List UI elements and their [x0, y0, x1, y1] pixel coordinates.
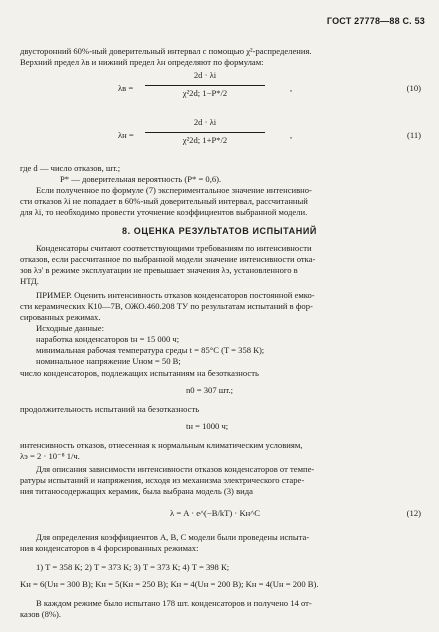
text-line: Если полученное по формуле (7) экспериментальное значение интенсивно- — [36, 185, 312, 195]
text-line: сти отказов λi не попадает в 60%-ный доверительный интервал, рассчитанный — [20, 196, 308, 206]
section-heading: 8. ОЦЕНКА РЕЗУЛЬТАТОВ ИСПЫТАНИЙ — [122, 226, 317, 236]
text-line: минимальная рабочая температура среды t = 85°С (T = 358 К); — [36, 345, 265, 355]
text-line: λэ = 2 · 10⁻⁸ 1/ч. — [20, 451, 80, 461]
text-line: Верхний предел λв и нижний предел λн определяют по формулам: — [20, 57, 264, 67]
text-line: Конденсаторы считают соответствующими требованиям по интенсивности — [36, 243, 312, 253]
formula-11-denominator: χ²2d; 1+P*/2 — [182, 135, 228, 145]
text-line: НТД. — [20, 276, 39, 286]
text-line: для λi, то необходимо провести уточнение коэффициентов выбранной модели. — [20, 207, 308, 217]
text-line: n0 = 307 шт.; — [186, 385, 234, 395]
text-line: номинальное напряжение Uном = 50 В; — [36, 356, 181, 366]
text-line: интенсивность отказов, отнесенная к нормальным климатическим условиям, — [20, 440, 303, 450]
text-line: продолжительность испытаний на безотказность — [20, 404, 200, 414]
text-line: зов λэ' в режиме эксплуатации не превышает значения λэ, установленного в — [20, 265, 298, 275]
formula-10-denominator: χ²2d; 1−P*/2 — [182, 88, 228, 98]
formula-12: λ = A · e^(−B/kT) · Kн^C — [170, 508, 261, 518]
text-line: ния конденсаторов в 4 форсированных режимах: — [20, 543, 199, 553]
formula-10-numerator: 2d · λi — [193, 70, 217, 80]
formula-10-lhs: λв = — [118, 83, 134, 93]
text-line: Исходные данные: — [36, 323, 104, 333]
text-line: число конденсаторов, подлежащих испытаниям на безотказность — [20, 368, 259, 378]
text-line: Kн = 6(Uн = 300 В); Kн = 5(Kн = 250 В); Kн = 4(Uн = 200 В); Kн = 4(Uн = 200 В). — [20, 579, 319, 589]
text-line: двусторонний 60%-ный доверительный интервал с помощью χ²-распределения. — [20, 46, 312, 56]
formula-10-comma: , — [290, 83, 293, 93]
text-line: 1) T = 358 К; 2) T = 373 К; 3) T = 373 К; 4) T = 398 К; — [36, 562, 230, 572]
equation-number-11: (11) — [407, 130, 421, 140]
text-line: Для описания зависимости интенсивности отказов конденсаторов от темпе- — [36, 464, 315, 474]
text-line: сти керамических К10—7В, ОЖО.460.208 ТУ по результатам испытаний в фор- — [20, 301, 313, 311]
text-line: сированных режимах. — [20, 312, 101, 322]
page-header: ГОСТ 27778—88 С. 53 — [326, 16, 425, 26]
text-line: где d — число отказов, шт.; — [20, 163, 121, 173]
text-line: Для определения коэффициентов A, B, C модели были проведены испыта- — [36, 532, 310, 542]
formula-11-comma: , — [290, 130, 293, 140]
formula-11-numerator: 2d · λi — [193, 117, 217, 127]
text-line: ния титаносодержащих керамик, была выбрана модель (3) вида — [20, 486, 253, 496]
text-line: казов (8%). — [20, 609, 62, 619]
formula-10-fraction-bar — [145, 85, 265, 86]
formula-11-lhs: λн = — [118, 130, 134, 140]
text-line: В каждом режиме было испытано 178 шт. конденсаторов и получено 14 от- — [36, 598, 312, 608]
text-line: наработка конденсаторов tн = 15 000 ч; — [36, 334, 180, 344]
text-line: tн = 1000 ч; — [186, 421, 229, 431]
text-line: ПРИМЕР. Оценить интенсивность отказов конденсаторов постоянной емко- — [36, 290, 315, 300]
equation-number-10: (10) — [406, 83, 421, 93]
equation-number-12: (12) — [406, 508, 421, 518]
text-line: отказов, если рассчитанное по выбранной модели значение интенсивности отка- — [20, 254, 316, 264]
text-line: ратуры испытаний и напряжения, исходя из механизма электрического старе- — [20, 475, 305, 485]
text-line: P* — доверительная вероятность (P* = 0,6). — [60, 174, 222, 184]
formula-11-fraction-bar — [145, 132, 265, 133]
